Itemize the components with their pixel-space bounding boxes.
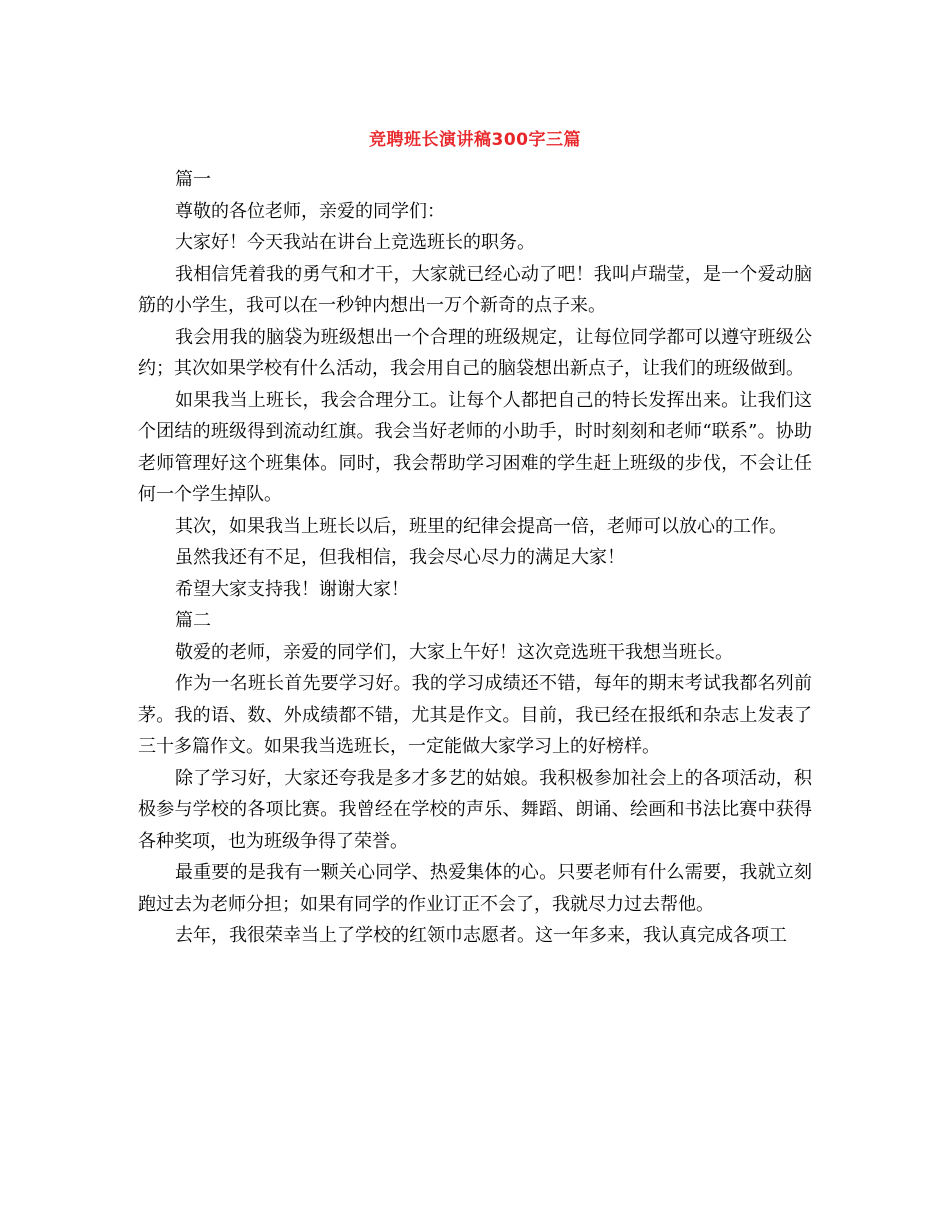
paragraph: 大家好！今天我站在讲台上竞选班长的职务。 xyxy=(175,232,535,253)
paragraph: 其次，如果我当上班长以后，班里的纪律会提高一倍，老师可以放心的工作。 xyxy=(175,515,787,537)
paragraph: 如果我当上班长，我会合理分工。让每个人都把自己的特长发挥出来。让我们这个团结的班级得到流动红旗。我会当好老师的小助手，时时刻刻和老师“联系”。协助老师管理好这个班集体。同时，我会帮助学习困难的学生赶上班级的步伐，不会让任何一个学生掉队。 xyxy=(138,389,812,505)
paragraph: 篇二 xyxy=(175,610,211,631)
paragraph: 希望大家支持我！谢谢大家！ xyxy=(175,578,409,600)
paragraph: 虽然我还有不足，但我相信，我会尽心尽力的满足大家！ xyxy=(175,547,625,568)
paragraph: 我会用我的脑袋为班级想出一个合理的班级规定，让每位同学都可以遵守班级公约；其次如果学校有什么活动，我会用自己的脑袋想出新点子，让我们的班级做到。 xyxy=(138,326,812,379)
paragraph: 尊敬的各位老师，亲爱的同学们： xyxy=(175,200,445,222)
document-title: 竞聘班长演讲稿300字三篇 xyxy=(369,130,581,150)
paragraph: 作为一名班长首先要学习好。我的学习成绩还不错，每年的期末考试我都名列前茅。我的语、数、外成绩都不错，尤其是作文。目前，我已经在报纸和杂志上发表了三十多篇作文。如果我当选班长，一定能做大家学习上的好榜样。 xyxy=(138,673,812,757)
paragraph: 除了学习好，大家还夸我是多才多艺的姑娘。我积极参加社会上的各项活动，积极参与学校的各项比赛。我曾经在学校的声乐、舞蹈、朗诵、绘画和书法比赛中获得各种奖项，也为班级争得了荣誉。 xyxy=(138,767,812,852)
paragraph: 我相信凭着我的勇气和才干，大家就已经心动了吧！我叫卢瑞莹，是一个爱动脑筋的小学生，我可以在一秒钟内想出一万个新奇的点子来。 xyxy=(138,263,812,316)
paragraph: 去年，我很荣幸当上了学校的红领巾志愿者。这一年多来，我认真完成各项工 xyxy=(175,925,787,946)
paragraph: 最重要的是我有一颗关心同学、热爱集体的心。只要老师有什么需要，我就立刻跑过去为老师分担；如果有同学的作业订正不会了，我就尽力过去帮他。 xyxy=(138,862,812,915)
document-body xyxy=(138,164,812,952)
paragraph: 敬爱的老师，亲爱的同学们，大家上午好！这次竞选班干我想当班长。 xyxy=(175,641,733,663)
paragraph: 篇一 xyxy=(175,169,211,190)
